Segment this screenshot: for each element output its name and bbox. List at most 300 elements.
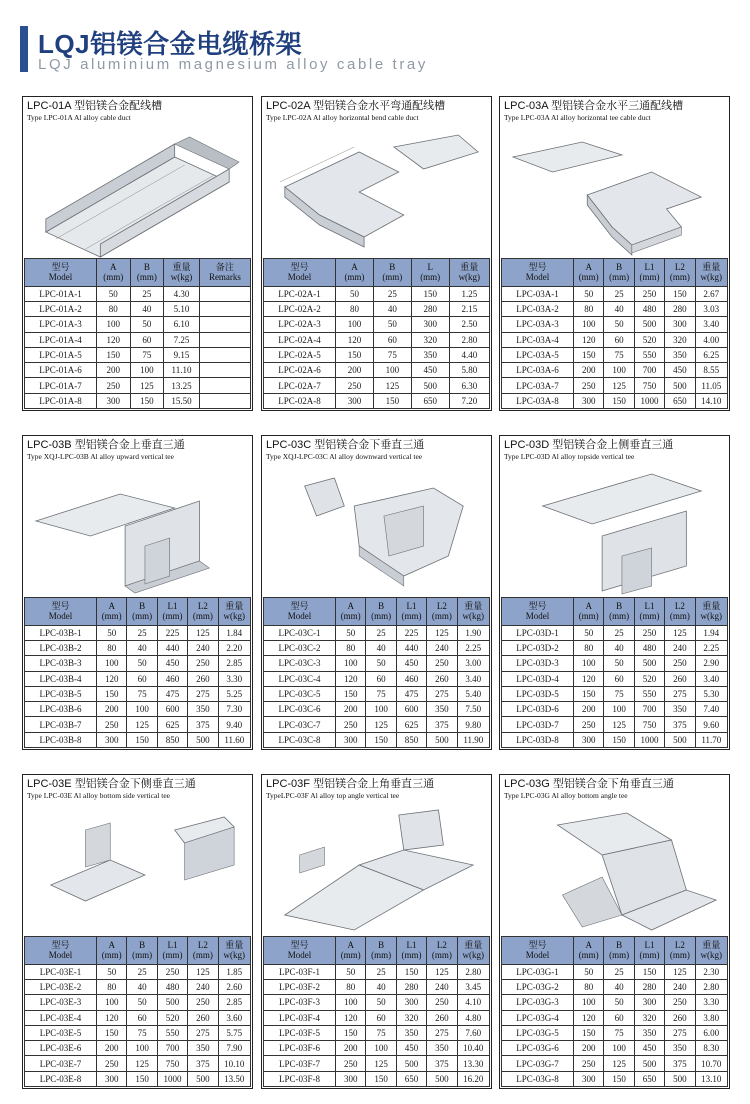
value-cell: 240 [427,979,457,994]
table-row [264,378,490,393]
model-cell: LPC-03G-3 [502,995,574,1010]
value-cell: 120 [97,1010,127,1025]
column-header-unit: (mm) [132,611,153,622]
value-cell: 480 [634,301,664,316]
value-cell: 4.10 [457,995,489,1010]
model-cell: LPC-03F-3 [264,995,336,1010]
column-header-top: A [585,262,592,273]
column-header [97,597,127,625]
value-cell: 50 [336,286,374,301]
model-cell: LPC-03G-4 [502,1010,574,1025]
value-cell: 120 [336,1010,366,1025]
column-header-top: L1 [644,940,655,951]
value-cell: 150 [97,1025,127,1040]
value-cell: 625 [157,717,187,732]
column-header-unit: (mm) [578,272,599,283]
value-cell: 150 [366,1071,396,1086]
value-cell: 150 [574,1025,604,1040]
table-row [25,717,251,732]
value-cell: 125 [427,964,457,979]
model-cell: LPC-01A-6 [25,363,97,378]
column-header [634,597,664,625]
column-header-top: L2 [436,601,447,612]
value-cell: 500 [634,1056,664,1071]
table-row [264,286,490,301]
value-cell: 75 [373,347,411,362]
model-cell: LPC-02A-4 [264,332,336,347]
column-header-top: L1 [167,940,178,951]
value-cell: 350 [665,702,695,717]
value-cell: 25 [127,625,157,640]
value-cell: 450 [411,363,449,378]
value-cell: 100 [97,317,131,332]
value-cell: 375 [427,1056,457,1071]
column-header-unit: (mm) [578,950,599,961]
model-cell: LPC-03D-5 [502,686,574,701]
value-cell: 520 [157,1010,187,1025]
value-cell: 40 [127,640,157,655]
value-cell: 250 [574,1056,604,1071]
value-cell: 275 [665,1025,695,1040]
value-cell: 850 [396,732,426,747]
column-header [411,258,449,286]
caption-en: Type LPC-02A Al alloy horizontal bend cable duct [266,113,419,122]
value-cell: 5.40 [457,686,489,701]
value-cell: 150 [336,1025,366,1040]
value-cell: 11.90 [457,732,489,747]
column-header [157,597,187,625]
column-header-top: B [616,262,623,273]
value-cell: 7.25 [164,332,200,347]
value-cell: 250 [157,964,187,979]
value-cell: 125 [665,625,695,640]
model-cell: LPC-01A-3 [25,317,97,332]
value-cell: 50 [366,995,396,1010]
model-cell: LPC-03C-6 [264,702,336,717]
model-cell: LPC-03A-4 [502,332,574,347]
value-cell: 150 [574,347,604,362]
value-cell: 8.30 [695,1041,727,1056]
value-cell: 200 [336,363,374,378]
value-cell: 1000 [157,1071,187,1086]
table-row [264,686,490,701]
column-header-top: A [108,601,115,612]
model-cell: LPC-03E-3 [25,995,97,1010]
value-cell [199,393,250,408]
value-cell: 460 [396,671,426,686]
value-cell: 240 [665,979,695,994]
column-header [366,936,396,964]
table-row [502,332,728,347]
value-cell: 750 [634,378,664,393]
column-header-unit: (mm) [192,611,213,622]
value-cell: 440 [157,640,187,655]
column-header-unit: (mm) [669,272,690,283]
column-header-top: 重量 [172,262,191,273]
value-cell: 50 [574,964,604,979]
value-cell: 250 [427,995,457,1010]
column-header [502,936,574,964]
value-cell: 250 [97,1056,127,1071]
value-cell: 3.40 [457,671,489,686]
value-cell: 3.30 [218,671,250,686]
table-header-row [264,936,490,964]
column-header [665,597,695,625]
table-row [502,301,728,316]
table-row [264,393,490,408]
model-cell: LPC-03C-2 [264,640,336,655]
caption-en: Type LPC-03D Al alloy topside vertical tee [504,452,635,461]
table-row [264,1056,490,1071]
value-cell: 50 [604,995,634,1010]
card-caption [504,100,727,123]
model-cell: LPC-03E-4 [25,1010,97,1025]
value-cell: 50 [97,964,127,979]
column-header-top: 型号 [528,601,547,612]
column-header [574,258,604,286]
model-cell: LPC-03D-2 [502,640,574,655]
column-header-unit: Model [48,611,73,622]
value-cell: 260 [665,1010,695,1025]
column-header [25,936,97,964]
value-cell: 150 [373,393,411,408]
column-header [665,258,695,286]
value-cell: 2.25 [457,640,489,655]
spec-table [24,936,251,1087]
value-cell: 50 [97,625,127,640]
value-cell: 500 [396,1056,426,1071]
column-header-unit: (mm) [371,950,392,961]
column-header-unit: (mm) [578,611,599,622]
model-cell: LPC-01A-4 [25,332,97,347]
value-cell: 1000 [634,393,664,408]
value-cell: 300 [97,393,131,408]
column-header [604,258,634,286]
model-cell: LPC-03C-8 [264,732,336,747]
value-cell: 350 [188,1041,218,1056]
upward-vertical-tee-drawing [26,466,249,600]
table-row [25,702,251,717]
column-header-top: B [389,262,396,273]
value-cell: 250 [336,1056,366,1071]
value-cell [199,332,250,347]
table-row [502,964,728,979]
value-cell: 40 [130,301,164,316]
value-cell: 60 [366,1010,396,1025]
page-title: LQJ铝镁合金电缆桥架 [38,29,303,59]
product-card-lpc-03f [261,774,492,1089]
model-cell: LPC-03B-1 [25,625,97,640]
value-cell: 260 [188,1010,218,1025]
table-row [502,1041,728,1056]
column-header-top: L2 [197,601,208,612]
model-cell: LPC-03D-8 [502,732,574,747]
model-cell: LPC-02A-2 [264,301,336,316]
table-header-row [264,258,490,286]
model-cell: LPC-03F-6 [264,1041,336,1056]
value-cell: 3.60 [218,1010,250,1025]
value-cell: 150 [97,347,131,362]
value-cell: 80 [97,640,127,655]
value-cell: 150 [127,732,157,747]
table-row [502,732,728,747]
value-cell: 2.20 [218,640,250,655]
value-cell: 25 [366,625,396,640]
value-cell: 80 [336,301,374,316]
value-cell: 260 [427,671,457,686]
table-row [25,732,251,747]
card-caption [27,100,250,123]
value-cell: 80 [574,640,604,655]
column-header [164,258,200,286]
value-cell: 150 [604,393,634,408]
value-cell: 450 [157,656,187,671]
table-row [25,1071,251,1086]
value-cell: 250 [97,717,127,732]
table-row [264,301,490,316]
column-header-unit: (mm) [431,611,452,622]
column-header [634,936,664,964]
column-header-unit: (mm) [101,950,122,961]
column-header-top: 重量 [225,601,244,612]
value-cell: 320 [634,1010,664,1025]
table-row [264,964,490,979]
value-cell: 750 [157,1056,187,1071]
table-row [502,671,728,686]
column-header-top: L1 [406,940,417,951]
value-cell: 80 [336,979,366,994]
column-header-unit: (mm) [101,611,122,622]
column-header [199,258,250,286]
column-header-unit: Model [287,272,312,283]
model-cell: LPC-03E-2 [25,979,97,994]
column-header [218,597,250,625]
value-cell: 375 [188,717,218,732]
value-cell: 4.30 [164,286,200,301]
value-cell: 5.30 [695,686,727,701]
caption-en: Type LPC-03E Al alloy bottom side vertical tee [27,791,170,800]
model-cell: LPC-03D-4 [502,671,574,686]
value-cell: 100 [366,1041,396,1056]
value-cell: 50 [336,625,366,640]
value-cell: 9.40 [218,717,250,732]
spec-table [263,258,490,409]
value-cell: 13.50 [218,1071,250,1086]
value-cell: 250 [427,656,457,671]
value-cell: 550 [634,686,664,701]
value-cell: 200 [336,702,366,717]
value-cell: 300 [574,393,604,408]
table-row [25,286,251,301]
card-caption [266,100,489,123]
table-header-row [25,936,251,964]
value-cell: 100 [373,363,411,378]
column-header-top: L2 [674,940,685,951]
value-cell: 13.30 [457,1056,489,1071]
value-cell: 850 [157,732,187,747]
model-cell: LPC-01A-7 [25,378,97,393]
model-cell: LPC-03C-1 [264,625,336,640]
model-cell: LPC-03D-3 [502,656,574,671]
table-row [25,301,251,316]
downward-vertical-tee-drawing [265,466,488,600]
column-header-top: L2 [674,262,685,273]
value-cell: 100 [604,702,634,717]
column-header-unit: Model [525,272,550,283]
value-cell: 200 [97,363,131,378]
value-cell: 2.90 [695,656,727,671]
value-cell: 125 [188,625,218,640]
column-header-unit: w(kg) [700,950,723,961]
table-row [502,286,728,301]
value-cell: 480 [157,979,187,994]
table-row [502,686,728,701]
model-cell: LPC-03B-6 [25,702,97,717]
column-header-unit: (mm) [103,272,124,283]
model-cell: LPC-03E-8 [25,1071,97,1086]
value-cell: 125 [127,717,157,732]
value-cell: 450 [396,656,426,671]
table-row [264,332,490,347]
table-row [264,656,490,671]
column-header [25,597,97,625]
straight-duct-drawing [26,127,249,261]
column-header [264,936,336,964]
horizontal-bend-drawing [265,127,488,261]
value-cell: 75 [366,686,396,701]
column-header-top: A [347,940,354,951]
value-cell: 25 [604,964,634,979]
column-header-top: 重量 [702,601,721,612]
table-row [264,732,490,747]
model-cell: LPC-03G-1 [502,964,574,979]
model-cell: LPC-01A-5 [25,347,97,362]
table-row [502,317,728,332]
table-row [264,1071,490,1086]
caption-en: Type XQJ-LPC-03B Al alloy upward vertical tee [27,452,174,461]
model-cell: LPC-03A-6 [502,363,574,378]
value-cell: 3.80 [695,1010,727,1025]
value-cell: 2.30 [695,964,727,979]
value-cell: 4.80 [457,1010,489,1025]
value-cell: 3.00 [457,656,489,671]
value-cell: 250 [665,656,695,671]
column-header [457,597,489,625]
value-cell: 450 [396,1041,426,1056]
column-header-unit: (mm) [420,272,441,283]
value-cell: 225 [396,625,426,640]
column-header [97,936,127,964]
column-header [695,936,727,964]
spec-table [24,258,251,409]
value-cell: 150 [396,964,426,979]
value-cell: 50 [130,317,164,332]
value-cell: 500 [411,378,449,393]
value-cell: 13.10 [695,1071,727,1086]
column-header-top: A [347,601,354,612]
column-header-top: B [378,940,385,951]
model-cell: LPC-03A-2 [502,301,574,316]
model-cell: LPC-03G-8 [502,1071,574,1086]
model-cell: LPC-03A-8 [502,393,574,408]
value-cell: 50 [97,286,131,301]
value-cell: 475 [396,686,426,701]
value-cell: 10.40 [457,1041,489,1056]
value-cell: 50 [366,656,396,671]
column-header-top: 型号 [290,601,309,612]
model-cell: LPC-03D-6 [502,702,574,717]
value-cell: 300 [574,732,604,747]
value-cell: 460 [157,671,187,686]
table-row [502,1056,728,1071]
value-cell: 1.84 [218,625,250,640]
model-cell: LPC-03C-5 [264,686,336,701]
caption-zh: LPC-03G 型铝镁合金下角垂直三通 [504,778,674,790]
column-header-unit: (mm) [136,272,157,283]
value-cell: 300 [396,995,426,1010]
value-cell: 700 [634,702,664,717]
value-cell: 125 [366,717,396,732]
model-cell: LPC-02A-1 [264,286,336,301]
value-cell: 50 [574,286,604,301]
column-header-top: A [351,262,358,273]
value-cell: 100 [97,656,127,671]
product-card-lpc-03c [261,435,492,750]
value-cell: 250 [97,378,131,393]
model-cell: LPC-03G-5 [502,1025,574,1040]
value-cell: 260 [427,1010,457,1025]
value-cell: 60 [604,671,634,686]
value-cell: 260 [665,671,695,686]
column-header-unit: (mm) [639,272,660,283]
value-cell: 320 [411,332,449,347]
value-cell: 3.40 [695,317,727,332]
value-cell: 80 [574,979,604,994]
column-header-unit: w(kg) [223,950,246,961]
value-cell: 350 [427,1041,457,1056]
column-header-top: L1 [406,601,417,612]
model-cell: LPC-03B-7 [25,717,97,732]
value-cell: 50 [604,656,634,671]
column-header [396,936,426,964]
column-header [665,936,695,964]
spec-table [501,258,728,409]
value-cell: 500 [665,378,695,393]
value-cell: 6.00 [695,1025,727,1040]
column-header-unit: w(kg) [223,611,246,622]
value-cell: 6.10 [164,317,200,332]
value-cell: 480 [634,640,664,655]
value-cell: 8.55 [695,363,727,378]
value-cell: 150 [604,1071,634,1086]
column-header [695,258,727,286]
column-header-top: 重量 [702,940,721,951]
value-cell: 40 [604,979,634,994]
column-header [604,597,634,625]
table-row [264,1041,490,1056]
value-cell: 200 [97,702,127,717]
column-header [457,936,489,964]
table-row [25,1041,251,1056]
value-cell: 7.60 [457,1025,489,1040]
model-cell: LPC-03F-5 [264,1025,336,1040]
value-cell: 60 [604,332,634,347]
value-cell: 60 [373,332,411,347]
value-cell: 1000 [634,732,664,747]
value-cell: 125 [604,1056,634,1071]
column-header [264,597,336,625]
value-cell: 40 [127,979,157,994]
